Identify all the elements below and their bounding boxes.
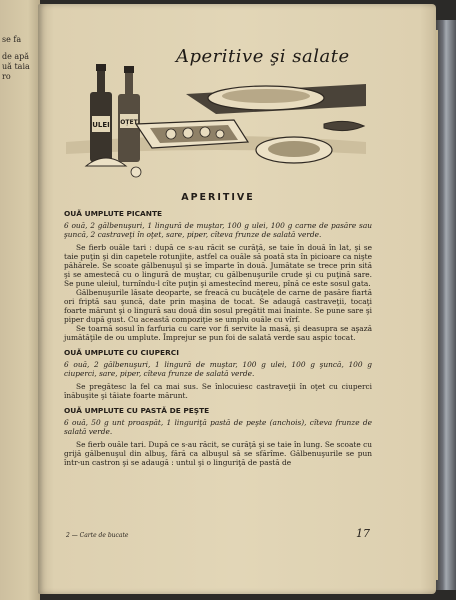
- recipe-paragraph: Se fierb ouăle tari. După ce s-au răcit, se curăţă şi se taie în lung. Se scoate cu grijă gălbenuşul din albuş, fără ca albuşul să se sfărîme. Gălbenuşurile se pun într-un castron şi se adaugă : untul şi o linguriţă de pastă de: [64, 440, 372, 467]
- recipe-paragraph: Se pregătesc la fel ca mai sus. Se înlocuiesc castraveţii în oţet cu ciuperci înăbuşite şi tăiate foarte mărunt.: [64, 382, 372, 400]
- recipe-ingredients: 6 ouă, 50 g unt proaspăt, 1 linguriţă pastă de peşte (anchois), cîteva frunze de salată verde.: [64, 418, 372, 436]
- previous-page-text: se fa: [2, 35, 22, 44]
- recipe-paragraph: Gălbenuşurile lăsate deoparte, se freacă cu bucăţele de carne de pasăre fiartă ori friptă sau şuncă, date prin maşina de tocat. Se adaugă castraveţii, tocaţi foarte mărunt şi o lingură sau două din sosul pregătit mai înainte. Se pune sare şi piper după gust. Cu această compoziţie se umplu ouăle cu vîrf.: [64, 288, 372, 324]
- food-illustration: [66, 54, 366, 184]
- previous-page-edge: [0, 0, 40, 600]
- section-title: APERITIVE: [181, 192, 255, 203]
- recipe-ingredients: 6 ouă, 2 gălbenuşuri, 1 lingură de muştar, 100 g ulei, 100 g şuncă, 100 g ciuperci, sare, piper, cîteva frunze de salată verde.: [64, 360, 372, 378]
- platter-food: [222, 89, 310, 103]
- recipe-title: OUĂ UMPLUTE CU PASTĂ DE PEŞTE: [64, 406, 210, 415]
- previous-page-text: de apă: [2, 52, 30, 61]
- recipe-title: OUĂ UMPLUTE CU CIUPERCI: [64, 348, 179, 357]
- oil-bottle-label: ULEI: [92, 121, 110, 129]
- oil-bottle: [90, 64, 112, 162]
- recipe-paragraph: Se toarnă sosul în farfuria cu care vor fi servite la masă, şi deasupra se aşază jumătăţile de ou umplute. Împrejur se pun foi de salată verde sau aspic tocat.: [64, 324, 372, 342]
- page-content: [64, 193, 372, 467]
- recipe-ingredients: 6 ouă, 2 gălbenuşuri, 1 lingură de muştar, 100 g ulei, 100 g carne de pasăre sau şuncă, 2 castraveţi în oţet, sare, piper, cîteva frunze de salată verde.: [64, 221, 372, 239]
- page-number: 17: [356, 527, 370, 540]
- page-footer-signature: 2 — Carte de bucate: [66, 532, 129, 539]
- recipe-title: OUĂ UMPLUTE PICANTE: [64, 209, 163, 218]
- recipe-paragraph: Se fierb ouăle tari : după ce s-au răcit se curăţă, se taie în două în lat, şi se taie puţin şi din capetele rotunjite, astfel ca ouăle să poată sta în picioare ca nişte păhărele. Se scoate gălbenuşul şi se împarte în două. Jumătate se trece prin sită şi se amestecă cu o lingură de muştar, cu gălbenuşurile crude şi cu puţină sare. Se pune uleiul, turnîndu-l cîte puţin şi amestecînd mereu, pînă ce este sosul gata.: [64, 243, 372, 288]
- page-title: Aperitive şi salate: [176, 46, 350, 67]
- oval-plate-food: [268, 141, 320, 157]
- vinegar-bottle: [118, 66, 140, 162]
- fish-dish: [324, 121, 364, 130]
- egg-garnish: [131, 167, 141, 177]
- previous-page-text: uă taia: [2, 62, 30, 71]
- vinegar-bottle-label: OȚET: [120, 119, 138, 126]
- previous-page-text: ro: [2, 72, 11, 81]
